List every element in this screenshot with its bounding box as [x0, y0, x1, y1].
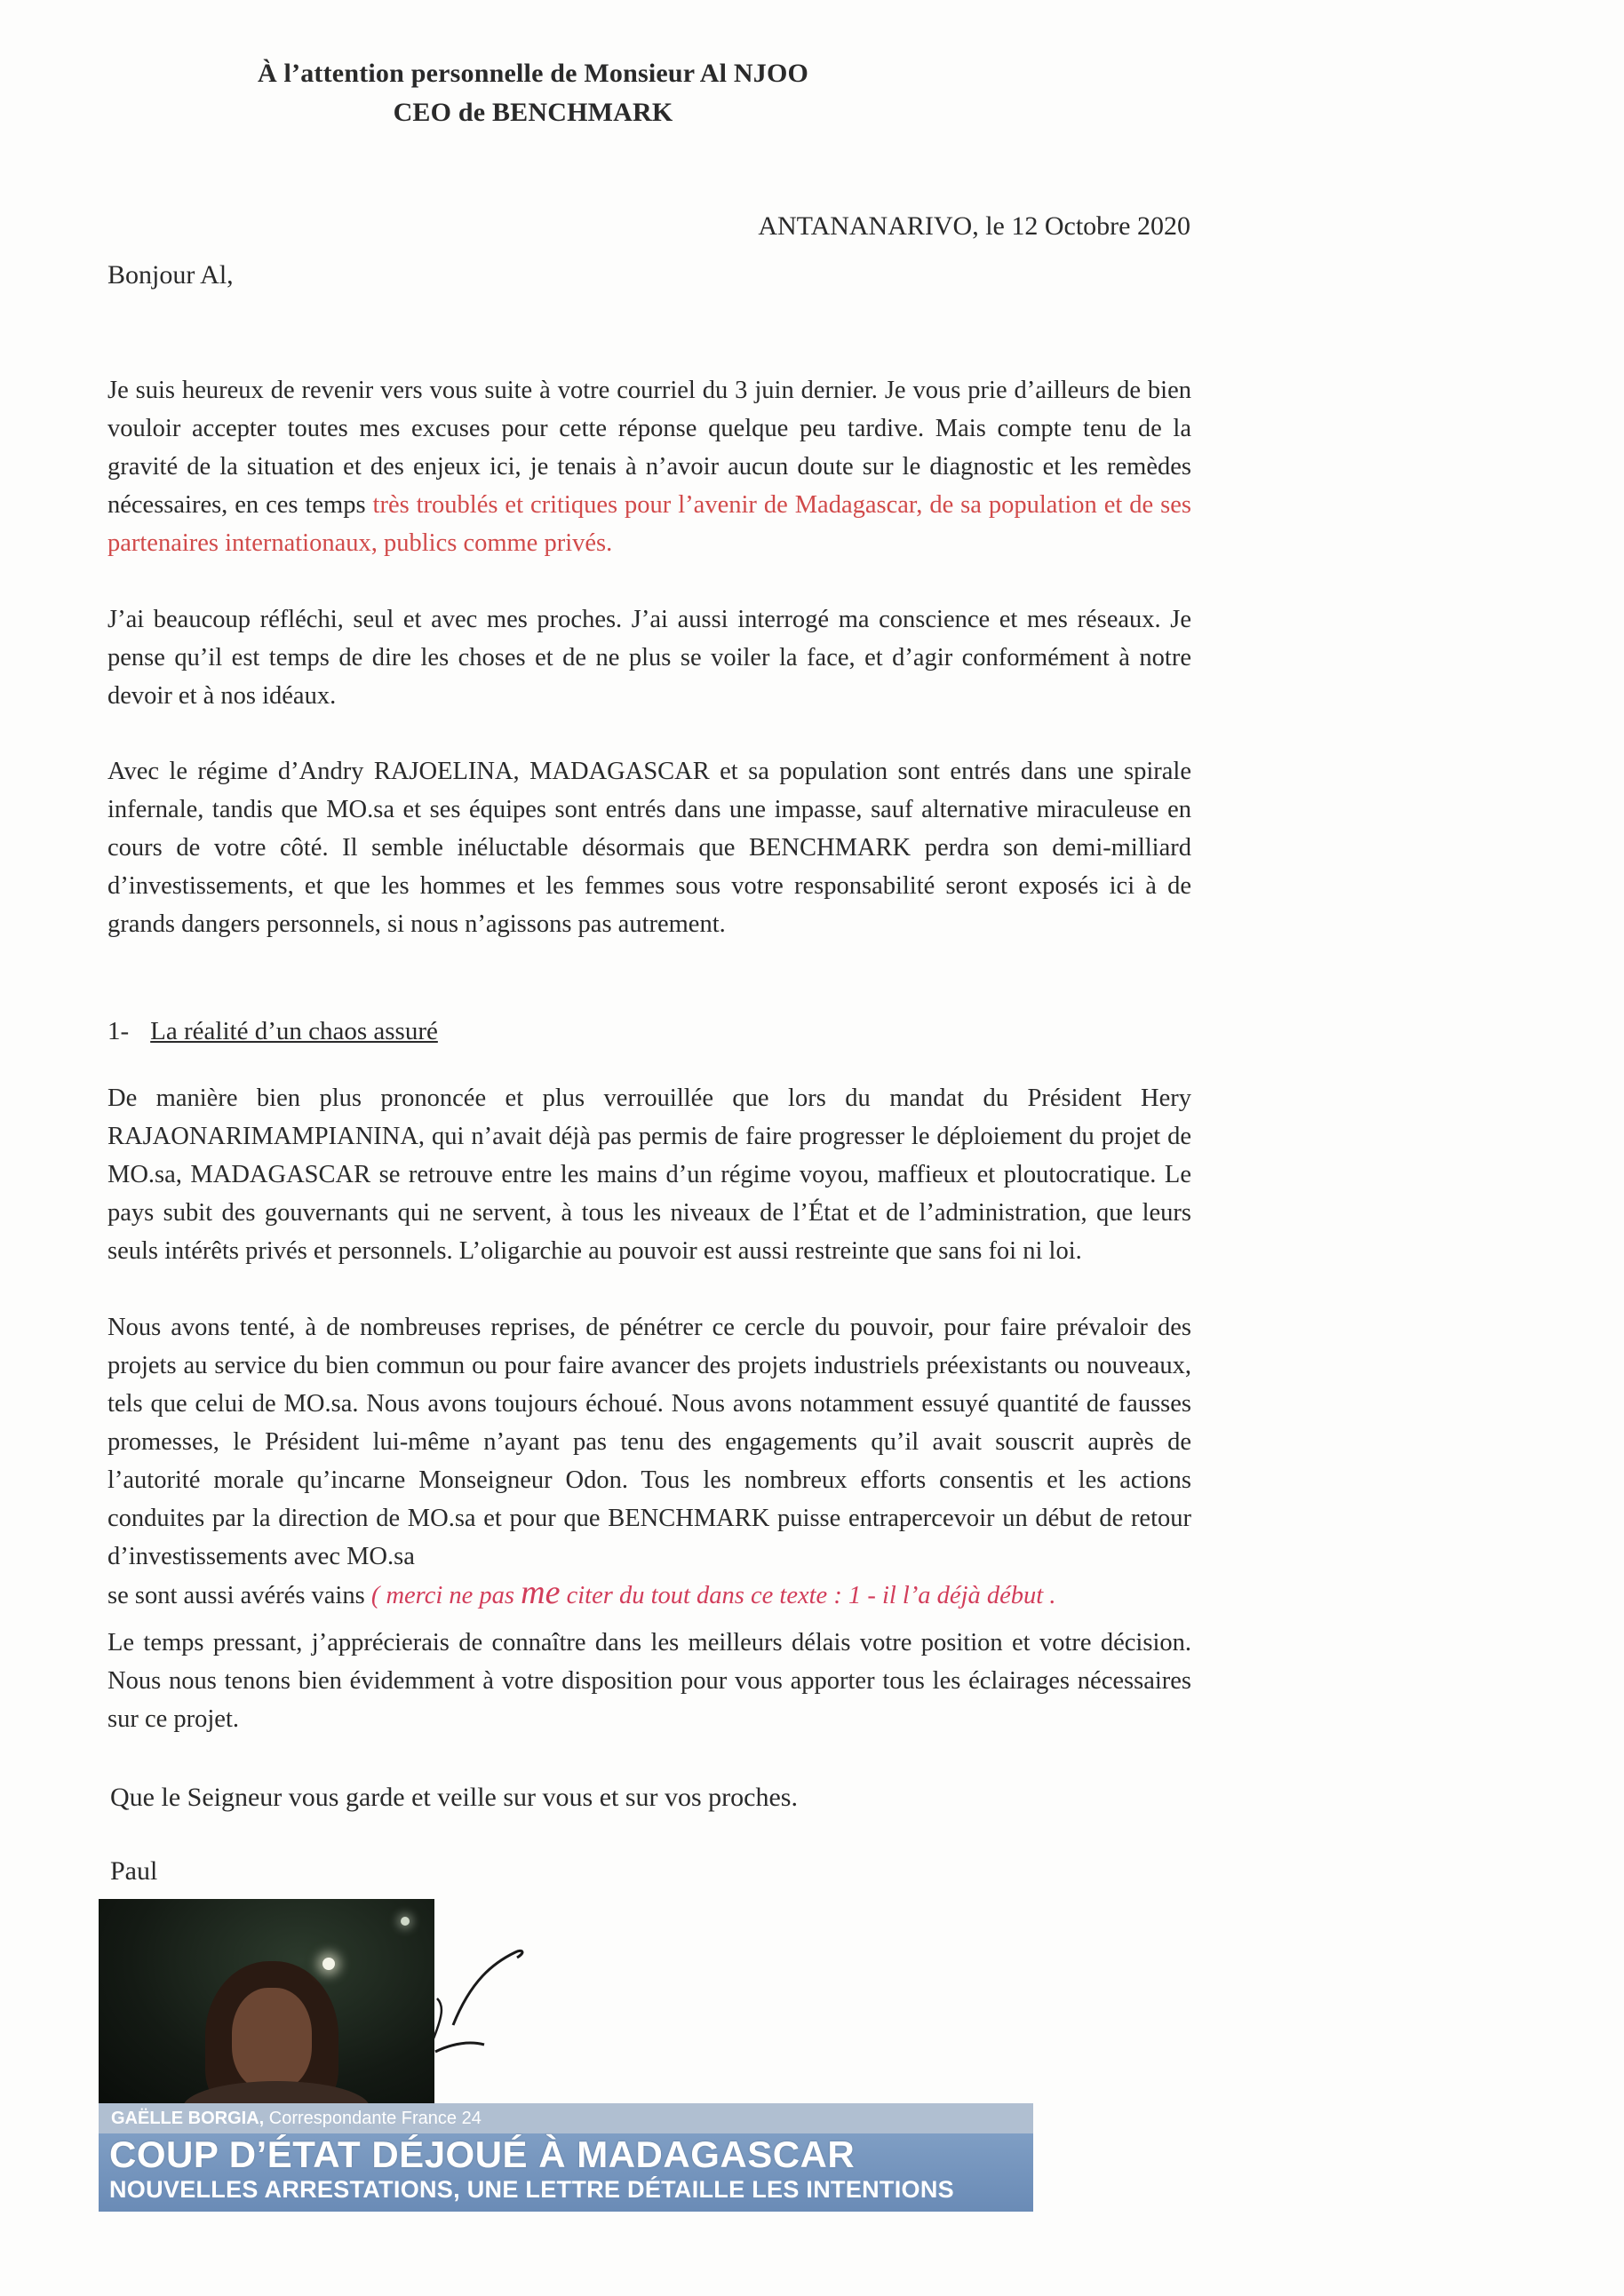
paragraph-5-note-b: citer du tout dans ce texte : 1 - il l’a déjà début . [560, 1582, 1056, 1609]
paragraph-1-text: Je suis heureux de revenir vers vous suite à votre courriel du 3 juin dernier. Je vous prie d’ailleurs de bien vouloir accepter toutes mes excuses pour cette réponse quelque peu tardive. Mais compte tenu de la gravité de la situation et des enjeux ici, je tenais à n’avoir aucun doute sur le diagnostic et les remèdes nécessaires, en ces temps [107, 377, 1191, 519]
reporter-face [232, 1988, 312, 2090]
paragraph-5: Nous avons tenté, à de nombreuses reprises, de pénétrer ce cercle du pouvoir, pour faire prévaloir des projets au service du bien commun ou pour faire avancer des projets industriels préexistants ou nouveaux, tels que celui de MO.sa. Nous avons toujours échoué. Nous avons notamment essuyé quantité de fausses promesses, le Président lui-même n’ayant pas tenu des engagements qu’il avait souscrit auprès de l’autorité morale qu’incarne Monseigneur Odon. Tous les nombreux efforts consentis et les actions conduites par la direction de MO.sa et pour que BENCHMARK puisse entrapercevoir un début de retour d’investissements avec MO.sa [107, 1314, 1191, 1570]
handwritten-signature [418, 1927, 560, 2078]
reporter-video-feed [99, 1899, 434, 2103]
reporter-name: GAËLLE BORGIA, [111, 2109, 265, 2128]
paragraph-5-note-me: me [521, 1574, 561, 1611]
paragraph-5-last-text: se sont aussi avérés vains [107, 1582, 365, 1609]
letter-greeting: Bonjour Al, [107, 260, 234, 290]
section-title: La réalité d’un chaos assuré [150, 1017, 438, 1045]
news-banner [99, 2133, 1033, 2212]
background-light [322, 1958, 335, 1970]
letter-header-title: CEO de BENCHMARK [393, 98, 673, 127]
news-subheadline: NOUVELLES ARRESTATIONS, UNE LETTRE DÉTAILLE LES INTENTIONS [109, 2176, 954, 2203]
news-headline: COUP D’ÉTAT DÉJOUÉ À MADAGASCAR [109, 2133, 856, 2175]
letter-date: ANTANANARIVO, le 12 Octobre 2020 [758, 211, 1190, 241]
paragraph-2: J’ai beaucoup réfléchi, seul et avec mes proches. J’ai aussi interrogé ma conscience et mes réseaux. Je pense qu’il est temps de dire les choses et de ne plus se voiler la face, et d’agir conformément à notre devoir et à nos idéaux. [107, 606, 1191, 710]
paragraph-1-highlight: très troublés et critiques pour l’avenir de Madagascar, de sa population et de ses partenaires internationaux, publics comme privés. [107, 491, 1191, 557]
paragraph-7: Que le Seigneur vous garde et veille sur vous et sur vos proches. [110, 1783, 798, 1812]
paragraph-4: De manière bien plus prononcée et plus verrouillée que lors du mandat du Président Hery RAJAONARIMAMPIANINA, qui n’avait déjà pas permis de faire progresser le déploiement du projet de MO.sa, MADAGASCAR se retrouve entre les mains d’un régime voyou, maffieux et ploutocratique. Le pays subit des gouvernants qui ne servent, à tous les niveaux de l’État et de l’administration, que leurs seuls intérêts privés et personnels. L’oligarchie au pouvoir est aussi restreinte que sans foi ni loi. [107, 1084, 1191, 1265]
background-light-2 [401, 1917, 410, 1926]
reporter-name-bar [99, 2103, 1033, 2133]
paragraph-3: Avec le régime d’Andry RAJOELINA, MADAGASCAR et sa population sont entrés dans une spirale infernale, tandis que MO.sa et ses équipes sont entrés dans une impasse, sauf alternative miraculeuse en cours de votre côté. Il semble inéluctable désormais que BENCHMARK perdra son demi-milliard d’investissements, et que les hommes et les femmes sous votre responsabilité seront exposés ici à de grands dangers personnels, si nous n’agissons pas autrement. [107, 758, 1191, 938]
section-number: 1- [107, 1017, 130, 1045]
paragraph-6: Le temps pressant, j’apprécierais de connaître dans les meilleurs délais votre position et votre décision. Nous nous tenons bien évidemment à votre disposition pour vous apporter tous les éclairages nécessaires sur ce projet. [107, 1629, 1191, 1733]
section-heading [107, 1017, 438, 1046]
signoff-name: Paul [110, 1856, 158, 1886]
letter-header-recipient: À l’attention personnelle de Monsieur Al NJOO [257, 59, 809, 88]
paragraph-1 [107, 371, 1191, 562]
paragraph-5-note-a: ( merci ne pas [364, 1582, 521, 1609]
reporter-role: Correspondante France 24 [264, 2109, 482, 2128]
paragraph-5-end [107, 1574, 1191, 1615]
